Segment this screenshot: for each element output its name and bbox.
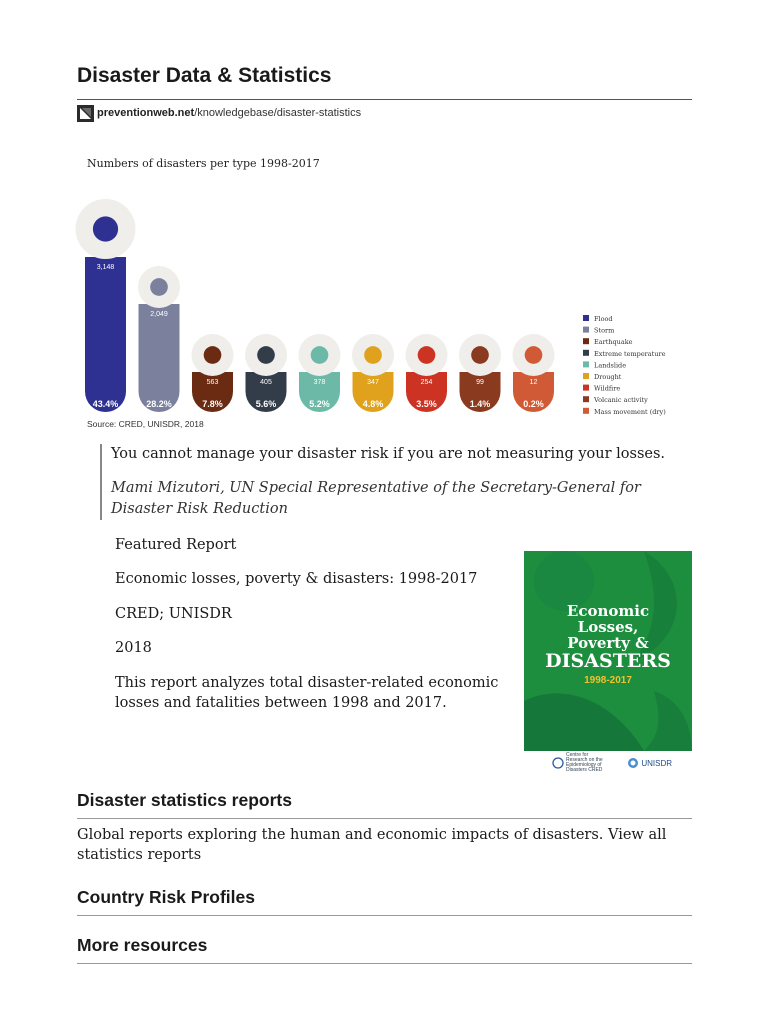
- featured-report: [115, 535, 515, 713]
- section-heading-country-risk-profiles[interactable]: Country Risk Profiles: [77, 887, 255, 907]
- legend-item: [583, 385, 620, 393]
- featured-year: 2018: [115, 640, 152, 656]
- cover-footer-left: Centre for Research on the Epidemiology of Disasters CRED: [566, 752, 603, 773]
- featured-label: Featured Report: [115, 537, 237, 553]
- bar-group: [406, 334, 448, 412]
- section-divider: [77, 963, 692, 964]
- value-label: 378: [313, 379, 326, 386]
- thermometer-icon: [245, 334, 287, 376]
- cover-years: 1998-2017: [584, 675, 632, 686]
- value-label: 405: [260, 379, 272, 386]
- cover-footer: [552, 752, 672, 773]
- chart-title: Numbers of disasters per type 1998-2017: [87, 157, 320, 170]
- value-label: 254: [420, 379, 433, 386]
- percent-label: 43.4%: [92, 399, 119, 409]
- unisdr-logo-icon: [627, 757, 672, 769]
- bar-group: [352, 334, 394, 412]
- cred-logo-icon: [552, 753, 606, 773]
- legend-item: [583, 315, 613, 323]
- section-divider: [77, 818, 692, 819]
- bar-group: [459, 334, 501, 412]
- legend-swatch: [583, 385, 589, 391]
- legend-item: [583, 327, 614, 335]
- bar-group: [245, 334, 287, 412]
- wildfire-icon: [406, 334, 448, 376]
- bar: [85, 257, 126, 412]
- percent-label: 0.2%: [523, 399, 544, 409]
- bar-group: [513, 334, 555, 412]
- icon-glyph: [150, 278, 168, 296]
- section-description: Global reports exploring the human and economic impacts of disasters. View all statistics reports: [77, 827, 667, 863]
- section-divider: [77, 915, 692, 916]
- cover-footer-right: UNISDR: [641, 758, 672, 768]
- page-title: Disaster Data & Statistics: [77, 64, 332, 87]
- cover-line-3: Poverty &: [567, 634, 649, 652]
- legend-swatch: [583, 338, 589, 344]
- landslide-icon: [299, 334, 341, 376]
- legend-swatch: [583, 315, 589, 321]
- percent-label: 5.6%: [255, 399, 277, 409]
- legend-swatch: [583, 373, 589, 379]
- legend-item: [583, 361, 626, 369]
- legend-label: Drought: [594, 373, 622, 381]
- legend-item: [583, 408, 666, 416]
- icon-glyph: [93, 216, 118, 241]
- value-label: 3,148: [96, 264, 115, 271]
- drought-icon: [352, 334, 394, 376]
- featured-description: This report analyzes total disaster-related economic losses and fatalities between 1998 and 2017.: [115, 675, 499, 711]
- bar-group: [192, 334, 234, 412]
- legend-swatch: [583, 361, 589, 367]
- section-heading-more-resources[interactable]: More resources: [77, 935, 208, 955]
- legend-label: Landslide: [594, 361, 627, 370]
- source-url[interactable]: [77, 104, 361, 122]
- volcano-icon: [459, 334, 501, 376]
- earthquake-house-icon: [192, 334, 234, 376]
- legend-swatch: [583, 396, 589, 402]
- legend-label: Volcanic activity: [594, 396, 648, 405]
- legend-swatch: [583, 408, 589, 414]
- legend-item: [583, 350, 666, 358]
- cover-line-2: Losses,: [577, 618, 639, 636]
- legend-label: Extreme temperature: [594, 349, 666, 358]
- percent-label: 28.2%: [146, 399, 172, 409]
- legend-label: Flood: [594, 315, 613, 323]
- cover-title: [524, 603, 692, 671]
- storm-wind-icon: [138, 266, 180, 308]
- quote-text: You cannot manage your disaster risk if you are not measuring your losses.: [111, 446, 666, 462]
- cover-line-4: DISASTERS: [545, 650, 671, 672]
- mass-movement-icon: [513, 334, 555, 376]
- quote-attribution: Mami Mizutori, UN Special Representative of the Secretary-General for Disaster Risk Reduction: [111, 480, 641, 517]
- legend-item: [583, 373, 622, 381]
- icon-glyph: [471, 346, 489, 364]
- quote-block: [100, 444, 701, 520]
- legend-swatch: [583, 350, 589, 356]
- icon-glyph: [204, 346, 222, 364]
- bar-group: [76, 199, 136, 412]
- percent-label: 3.5%: [416, 399, 437, 409]
- featured-publisher: CRED; UNISDR: [115, 606, 232, 622]
- bar-group: [138, 266, 180, 412]
- bar: [139, 304, 180, 412]
- cover-line-1: Economic: [566, 602, 650, 620]
- value-label: 12: [529, 379, 538, 386]
- percent-label: 7.8%: [202, 399, 223, 409]
- url-path: /knowledgebase/disaster-statistics: [194, 107, 362, 119]
- value-label: 99: [476, 379, 484, 386]
- preventionweb-logo-icon: [77, 105, 94, 122]
- section-heading-statistics-reports[interactable]: Disaster statistics reports: [77, 790, 292, 810]
- icon-glyph: [364, 346, 382, 364]
- legend-label: Storm: [594, 326, 615, 335]
- percent-label: 5.2%: [309, 399, 330, 409]
- icon-glyph: [525, 346, 543, 364]
- legend-label: Mass movement (dry): [594, 407, 666, 416]
- chart-source: Source: CRED, UNISDR, 2018: [87, 419, 204, 429]
- report-cover-image[interactable]: [524, 551, 692, 751]
- disasters-chart: [75, 150, 695, 435]
- title-divider: [77, 99, 692, 100]
- percent-label: 4.8%: [362, 399, 384, 409]
- percent-label: 1.4%: [469, 399, 491, 409]
- legend-item: [583, 396, 648, 404]
- icon-glyph: [257, 346, 275, 364]
- value-label: 563: [206, 379, 219, 386]
- value-label: 2,049: [150, 311, 168, 318]
- icon-glyph: [418, 346, 436, 364]
- flood-house-icon: [76, 199, 136, 259]
- value-label: 347: [367, 379, 379, 386]
- featured-title[interactable]: Economic losses, poverty & disasters: 1998-2017: [115, 571, 478, 587]
- bar-group: [299, 334, 341, 412]
- legend-label: Earthquake: [594, 338, 633, 347]
- icon-glyph: [311, 346, 329, 364]
- url-domain: preventionweb.net: [97, 107, 195, 119]
- legend-item: [583, 338, 633, 346]
- legend-swatch: [583, 327, 589, 333]
- legend-label: Wildfire: [594, 384, 621, 393]
